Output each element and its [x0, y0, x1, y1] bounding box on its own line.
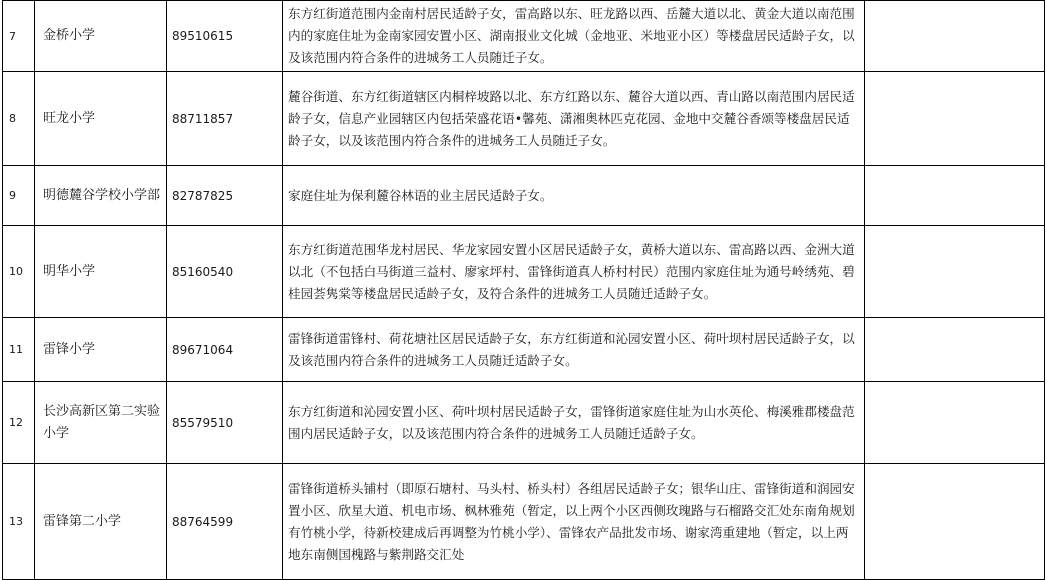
remarks-cell	[865, 318, 1045, 382]
remarks-cell	[865, 464, 1045, 580]
remarks-cell	[865, 1, 1045, 72]
row-number: 8	[3, 72, 35, 166]
row-number: 9	[3, 166, 35, 226]
enrollment-area: 雷锋街道雷锋村、荷花塘社区居民适龄子女，东方红街道和沁园安置小区、荷叶坝村居民适龄子女，以及该范围内符合条件的进城务工人员随迁适龄子女。	[283, 318, 865, 382]
school-name: 雷锋第二小学	[35, 464, 167, 580]
school-zoning-table	[2, 0, 1045, 580]
table-row	[3, 226, 1045, 318]
school-name: 明德麓谷学校小学部	[35, 166, 167, 226]
enrollment-area: 麓谷街道、东方红街道辖区内桐梓坡路以北、东方红路以东、麓谷大道以西、青山路以南范围内居民适龄子女，信息产业园辖区内包括荣盛花语•馨苑、潇湘奥林匹克花园、金地中交麓谷香颂等楼盘居民适龄子女，以及该范围内符合条件的进城务工人员随迁子女。	[283, 72, 865, 166]
table-row	[3, 464, 1045, 580]
remarks-cell	[865, 166, 1045, 226]
enrollment-area: 家庭住址为保利麓谷林语的业主居民适龄子女。	[283, 166, 865, 226]
row-number: 10	[3, 226, 35, 318]
school-name: 雷锋小学	[35, 318, 167, 382]
phone-number: 85160540	[167, 226, 283, 318]
remarks-cell	[865, 72, 1045, 166]
row-number: 12	[3, 382, 35, 464]
table-row	[3, 72, 1045, 166]
phone-number: 85579510	[167, 382, 283, 464]
table-row	[3, 1, 1045, 72]
remarks-cell	[865, 382, 1045, 464]
enrollment-area: 东方红街道范围内金南村居民适龄子女，雷高路以东、旺龙路以西、岳麓大道以北、黄金大道以南范围内的家庭住址为金南家园安置小区、湖南报业文化城（金地亚、米地亚小区）等楼盘居民适龄子女，以及该范围内符合条件的进城务工人员随迁子女。	[283, 1, 865, 72]
table-row	[3, 166, 1045, 226]
school-name: 长沙高新区第二实验小学	[35, 382, 167, 464]
phone-number: 89510615	[167, 1, 283, 72]
school-name: 明华小学	[35, 226, 167, 318]
row-number: 11	[3, 318, 35, 382]
phone-number: 82787825	[167, 166, 283, 226]
phone-number: 89671064	[167, 318, 283, 382]
enrollment-area: 东方红街道和沁园安置小区、荷叶坝村居民适龄子女，雷锋街道家庭住址为山水英伦、梅溪雅郡楼盘范围内居民适龄子女，以及该范围内符合条件的进城务工人员随迁适龄子女。	[283, 382, 865, 464]
phone-number: 88764599	[167, 464, 283, 580]
remarks-cell	[865, 226, 1045, 318]
table-row	[3, 382, 1045, 464]
school-name: 金桥小学	[35, 1, 167, 72]
table-row	[3, 318, 1045, 382]
row-number: 13	[3, 464, 35, 580]
enrollment-area: 东方红街道范围华龙村居民、华龙家园安置小区居民适龄子女，黄桥大道以东、雷高路以西、金洲大道以北（不包括白马街道三益村、廖家坪村、雷锋街道真人桥村村民）范围内家庭住址为通号岭绣苑、碧桂园荟隽棠等楼盘居民适龄子女，及符合条件的进城务工人员随迁适龄子女。	[283, 226, 865, 318]
row-number: 7	[3, 1, 35, 72]
school-name: 旺龙小学	[35, 72, 167, 166]
enrollment-area: 雷锋街道桥头铺村（即原石塘村、马头村、桥头村）各组居民适龄子女；银华山庄、雷锋街道和润园安置小区、欣星大道、机电市场、枫林雅苑（暂定，以上两个小区西侧玫瑰路与石榴路交汇处东南角规划有竹桃小学，待新校建成后再调整为竹桃小学）、雷锋农产品批发市场、谢家湾重建地（暂定，以上两地东南侧国槐路与紫荆路交汇处	[283, 464, 865, 580]
phone-number: 88711857	[167, 72, 283, 166]
